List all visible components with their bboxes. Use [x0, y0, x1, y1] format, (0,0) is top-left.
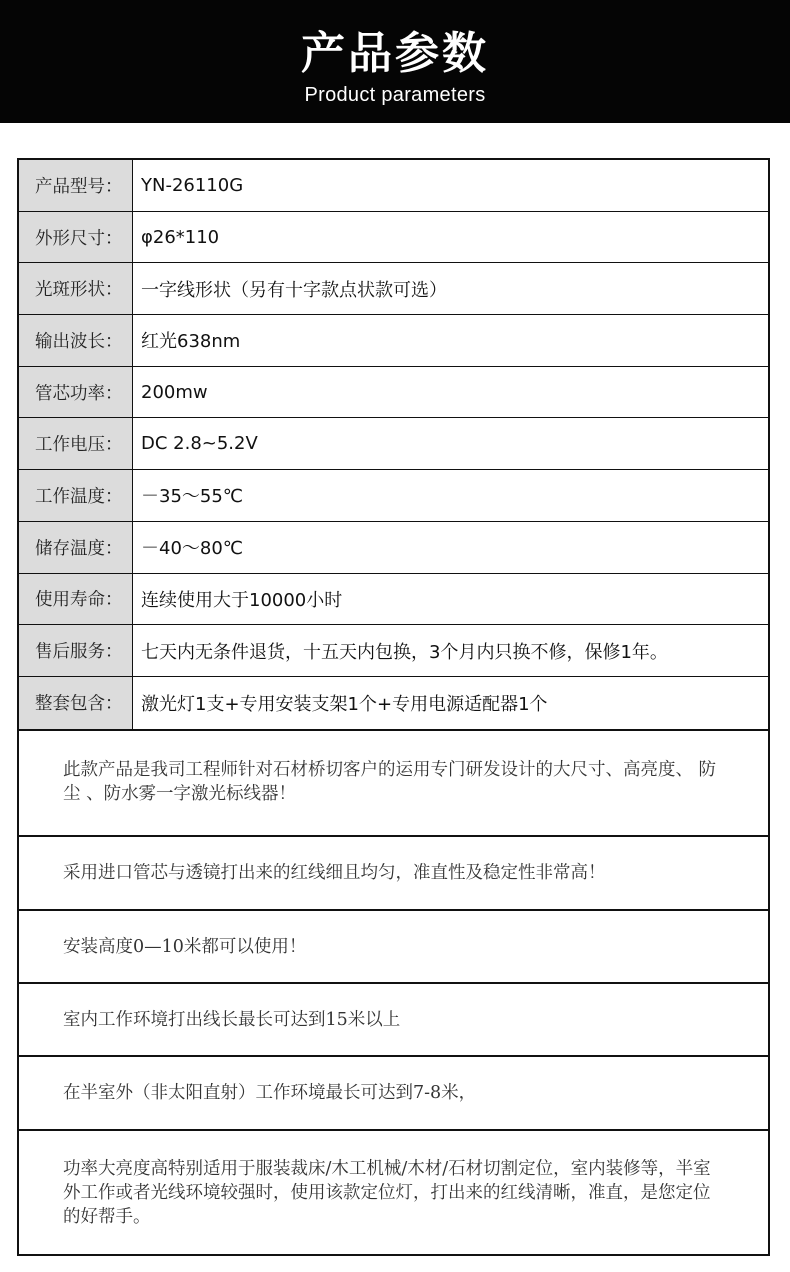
- spec-label: 光斑形状：: [19, 263, 133, 314]
- description-text: 安装高度0—10米都可以使用！: [63, 936, 307, 957]
- spec-row-spot-shape: [19, 263, 768, 315]
- spec-value: YN-26110G: [141, 174, 244, 196]
- description-block: [17, 1131, 770, 1256]
- spec-value: 连续使用大于10000小时: [141, 589, 343, 611]
- page-subtitle: Product parameters: [304, 84, 486, 106]
- description-text: 室内工作环境打出线长最长可达到15米以上: [63, 1009, 401, 1030]
- spec-label: 工作电压：: [19, 418, 133, 469]
- description-block: [17, 728, 770, 837]
- header-banner: [0, 0, 790, 123]
- spec-table: [17, 158, 770, 731]
- spec-value: 200mw: [141, 381, 208, 403]
- description-text: 此款产品是我司工程师针对石材桥切客户的运用专门研发设计的大尺寸、高亮度、 防尘 、防水雾一字激光标线器！: [63, 759, 717, 804]
- spec-label: 外形尺寸：: [19, 212, 133, 263]
- spec-value: －35～55℃: [141, 486, 244, 508]
- spec-value: 一字线形状（另有十字款点状款可选）: [141, 279, 447, 301]
- description-block: [17, 911, 770, 984]
- description-text: 功率大亮度高特别适用于服装裁床/木工机械/木材/石材切割定位，室内装修等，半室外工作或者光线环境较强时，使用该款定位灯，打出来的红线清晰，准直，是您定位的好帮手。: [63, 1158, 711, 1227]
- description-block: [17, 1057, 770, 1131]
- spec-value: －40～80℃: [141, 538, 244, 560]
- spec-row-wavelength: [19, 315, 768, 367]
- spec-label: 使用寿命：: [19, 574, 133, 625]
- spec-label: 工作温度：: [19, 470, 133, 521]
- spec-value: φ26*110: [141, 226, 220, 248]
- spec-value: 红光638nm: [141, 331, 241, 353]
- spec-value: DC 2.8~5.2V: [141, 433, 258, 455]
- spec-label: 售后服务：: [19, 625, 133, 676]
- description-block: [17, 984, 770, 1057]
- spec-row-lifespan: [19, 574, 768, 626]
- spec-row-dimensions: [19, 212, 768, 264]
- spec-label: 整套包含：: [19, 677, 133, 729]
- spec-row-package-contents: [19, 677, 768, 729]
- spec-row-model: [19, 160, 768, 212]
- spec-label: 储存温度：: [19, 522, 133, 573]
- spec-row-voltage: [19, 418, 768, 470]
- description-block: [17, 837, 770, 911]
- spec-row-power: [19, 367, 768, 419]
- page-title: 产品参数: [301, 28, 489, 79]
- spec-label: 管芯功率：: [19, 367, 133, 418]
- description-text: 采用进口管芯与透镜打出来的红线细且均匀，准直性及稳定性非常高！: [63, 863, 606, 883]
- description-text: 在半室外（非太阳直射）工作环境最长可达到7-8米，: [63, 1083, 477, 1103]
- spec-label: 产品型号：: [19, 160, 133, 211]
- spec-label: 输出波长：: [19, 315, 133, 366]
- spec-value: 七天内无条件退货，十五天内包换，3个月内只换不修，保修1年。: [141, 641, 668, 663]
- spec-row-storage-temp: [19, 522, 768, 574]
- spec-value: 激光灯1支+专用安装支架1个+专用电源适配器1个: [141, 693, 548, 715]
- spec-row-after-sales: [19, 625, 768, 677]
- spec-row-operating-temp: [19, 470, 768, 522]
